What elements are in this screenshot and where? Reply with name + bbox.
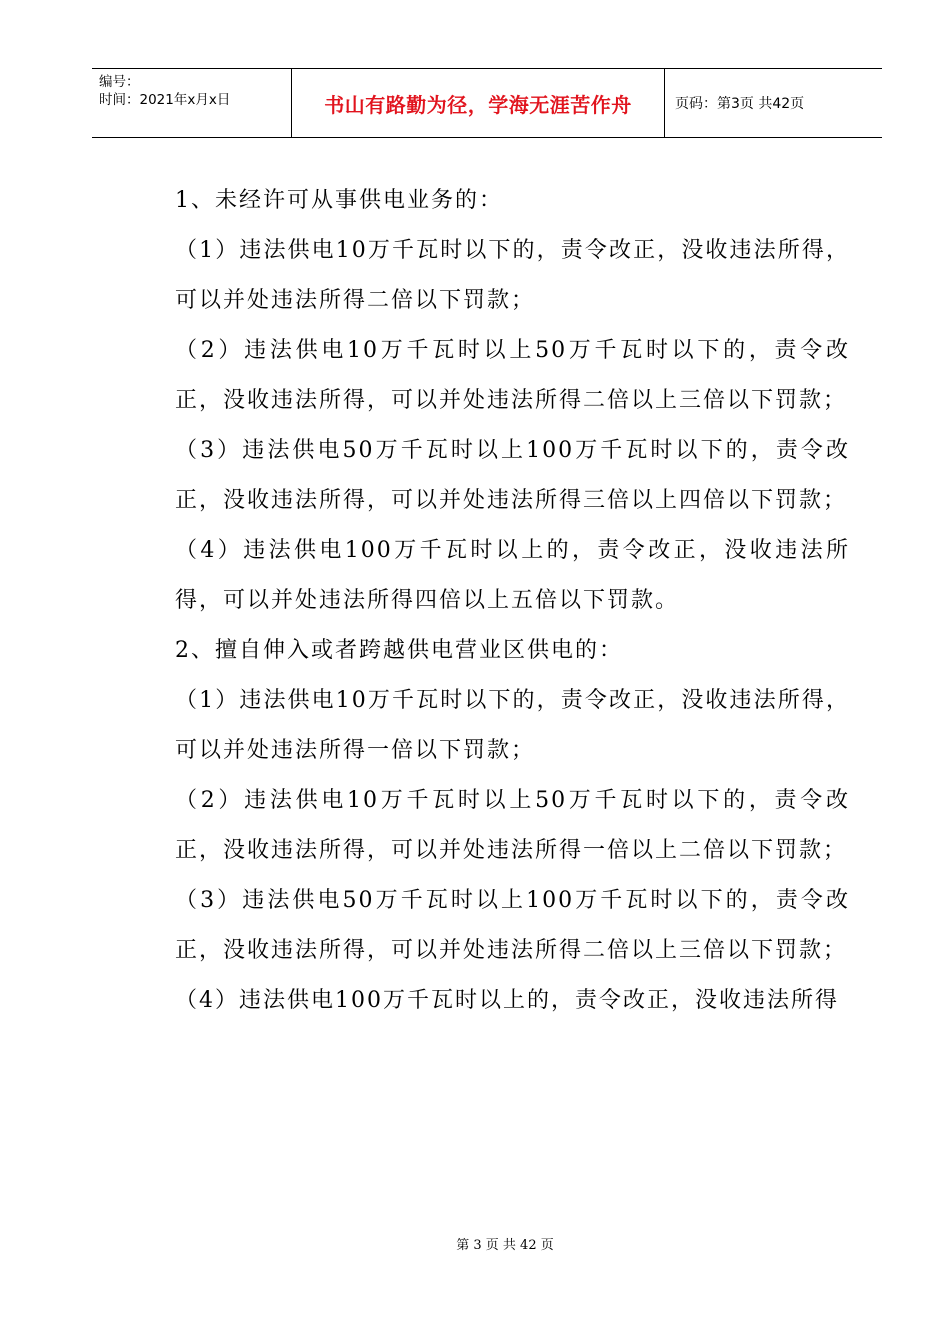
paragraph: 1、未经许可从事供电业务的： (175, 188, 503, 213)
serial-label: 编号： (99, 74, 140, 90)
paragraph: 2、擅自伸入或者跨越供电营业区供电的： (175, 638, 623, 663)
page-number-label: 页码：第3页 共42页 (675, 96, 805, 112)
paragraph: （4）违法供电100万千瓦时以上的，责令改正，没收违法所得，可以并处违法所得四倍以上五倍以下罚款。 (175, 538, 850, 613)
header-meta (92, 69, 292, 137)
paragraph: （3）违法供电50万千瓦时以上100万千瓦时以下的，责令改正，没收违法所得，可以并处违法所得三倍以上四倍以下罚款； (175, 438, 850, 513)
document-body (175, 176, 850, 1026)
header-motto-cell (292, 69, 665, 137)
footer-page-number: 第 3 页 共 42 页 (456, 1238, 554, 1253)
paragraph: （1）违法供电10万千瓦时以下的，责令改正，没收违法所得，可以并处违法所得二倍以下罚款； (175, 238, 850, 313)
paragraph: （2）违法供电10万千瓦时以上50万千瓦时以下的，责令改正，没收违法所得，可以并处违法所得一倍以上二倍以下罚款； (175, 788, 850, 863)
paragraph: （1）违法供电10万千瓦时以下的，责令改正，没收违法所得，可以并处违法所得一倍以下罚款； (175, 688, 850, 763)
paragraph: （2）违法供电10万千瓦时以上50万千瓦时以下的，责令改正，没收违法所得，可以并处违法所得二倍以上三倍以下罚款； (175, 338, 850, 413)
page-footer (0, 1234, 950, 1253)
paragraph: （3）违法供电50万千瓦时以上100万千瓦时以下的，责令改正，没收违法所得，可以并处违法所得二倍以上三倍以下罚款； (175, 888, 850, 963)
header-page-cell (665, 69, 882, 137)
time-label: 时间：2021年x月x日 (99, 92, 231, 108)
paragraph: （4）违法供电100万千瓦时以上的，责令改正，没收违法所得 (175, 988, 839, 1013)
page-header (92, 68, 882, 138)
motto-text: 书山有路勤为径，学海无涯苦作舟 (324, 92, 632, 117)
